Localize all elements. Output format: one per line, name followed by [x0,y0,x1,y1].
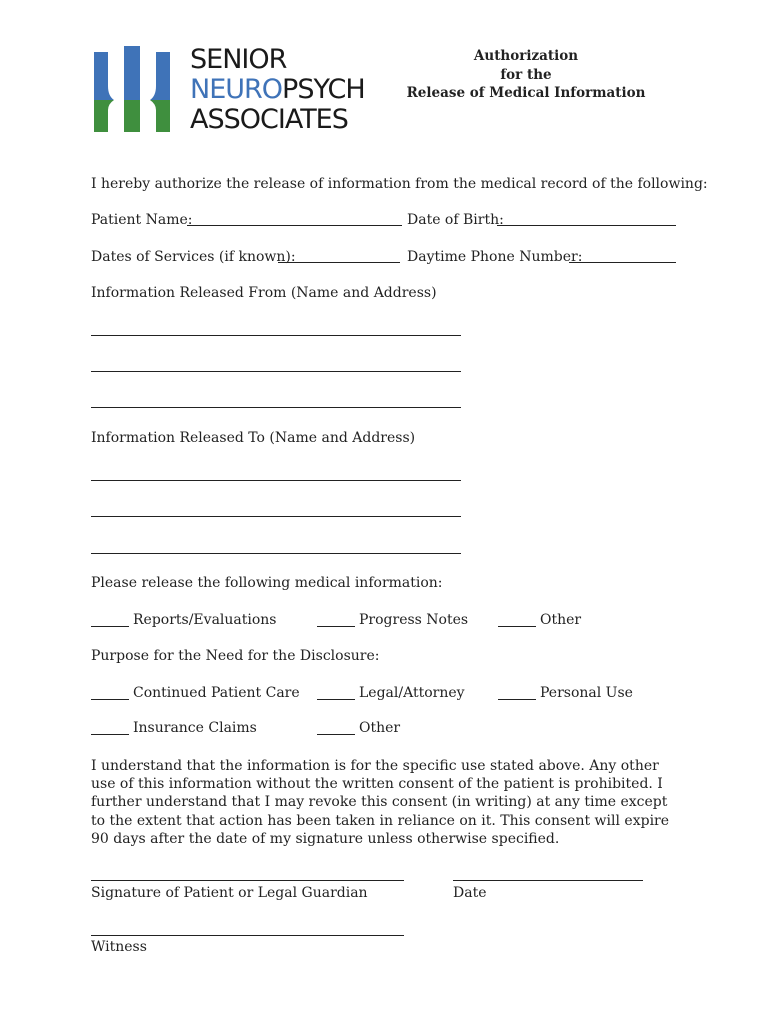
logo-line-1: SENIOR [190,44,287,75]
release-option-label: Progress Notes [359,612,469,628]
patient-signature-label: Signature of Patient or Legal Guardian [91,885,368,901]
patient-signature-line[interactable] [91,880,404,881]
title-line-1: Authorization [473,48,579,64]
logo-line-2-black: PSYCH [282,74,365,105]
purpose-option-blank[interactable] [91,734,129,735]
logo-line-3: ASSOCIATES [190,104,348,135]
dates-of-services-label: Dates of Services (if known): [91,249,296,265]
purpose-option-label: Personal Use [540,685,633,701]
logo-line-2-blue: NEURO [190,74,283,105]
purpose-option-label: Continued Patient Care [133,685,300,701]
logo-line-2 [190,76,365,104]
dates-of-services-field[interactable] [278,262,400,263]
patient-name-label: Patient Name: [91,212,193,228]
intro-text: I hereby authorize the release of information from the medical record of the following: [91,176,708,192]
purpose-option-label: Legal/Attorney [359,685,465,701]
purpose-label: Purpose for the Need for the Disclosure: [91,648,380,664]
logo-psi-icon [92,46,174,136]
release-info-label: Please release the following medical information: [91,575,443,591]
release-option-blank[interactable] [317,626,355,627]
released-from-line-2[interactable] [91,371,461,372]
witness-label: Witness [91,939,147,955]
purpose-option-blank[interactable] [317,699,355,700]
consent-paragraph: I understand that the information is for the specific use stated above. Any other use of this information without the written consent of the patient is prohibited. I further understand that I may revoke this consent (in writing) at any time except to the extent that action has been taken in reliance on it. This consent will expire 90 days after the date of my signature unless otherwise specified. [91,758,670,847]
patient-name-field[interactable] [187,225,402,226]
signature-date-label: Date [453,885,487,901]
release-option-label: Other [540,612,582,628]
signature-date-line[interactable] [453,880,643,881]
title-line-3: Release of Medical Information [406,85,646,101]
purpose-option-label: Other [359,720,401,736]
released-from-line-3[interactable] [91,407,461,408]
daytime-phone-field[interactable] [569,262,676,263]
release-option-blank[interactable] [91,626,129,627]
released-from-line-1[interactable] [91,335,461,336]
released-to-line-2[interactable] [91,516,461,517]
purpose-option-blank[interactable] [498,699,536,700]
logo [90,44,370,136]
released-to-line-3[interactable] [91,553,461,554]
daytime-phone-label: Daytime Phone Number: [407,249,583,265]
released-to-label: Information Released To (Name and Address) [91,430,416,446]
date-of-birth-field[interactable] [497,225,676,226]
witness-signature-line[interactable] [91,935,404,936]
release-option-label: Reports/Evaluations [133,612,277,628]
date-of-birth-label: Date of Birth: [407,212,504,228]
purpose-option-blank[interactable] [317,734,355,735]
title-line-2: for the [500,66,552,83]
purpose-option-blank[interactable] [91,699,129,700]
purpose-option-label: Insurance Claims [133,720,257,736]
released-from-label: Information Released From (Name and Address) [91,285,437,301]
released-to-line-1[interactable] [91,480,461,481]
form-title [400,47,652,103]
release-option-blank[interactable] [498,626,536,627]
